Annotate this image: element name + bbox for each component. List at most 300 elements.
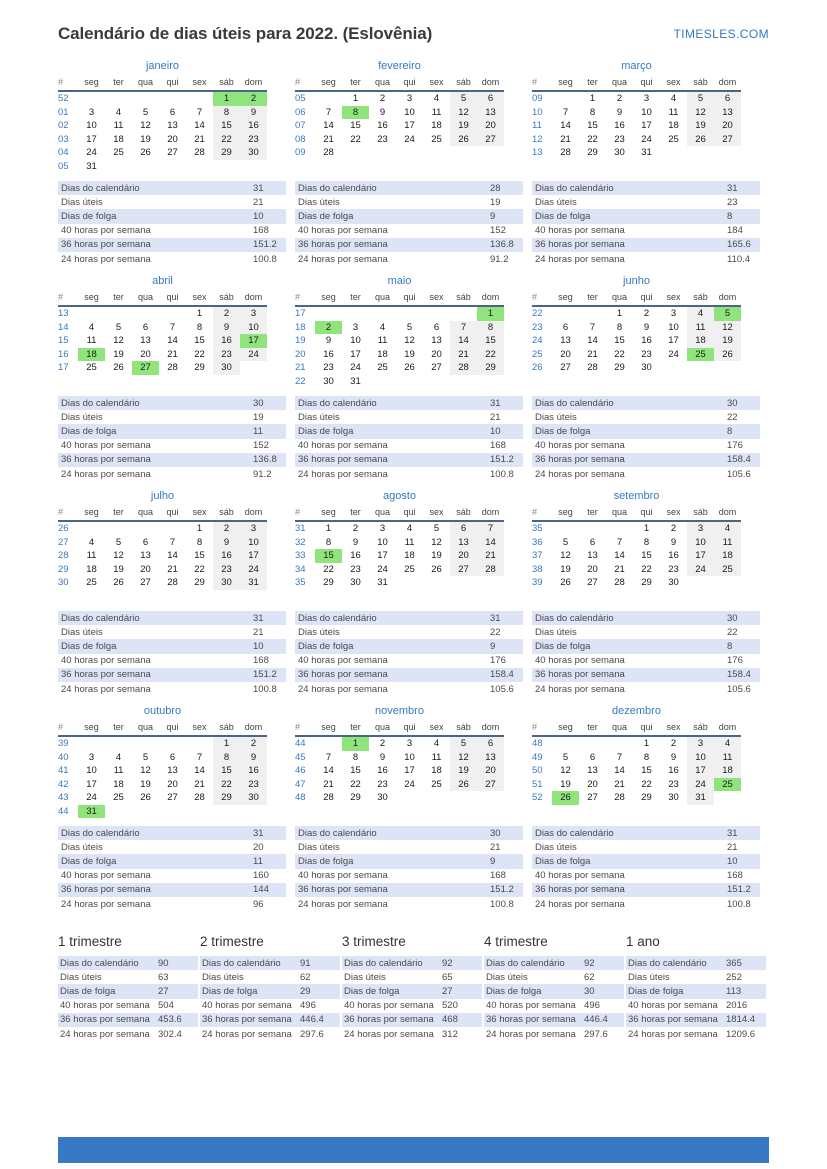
empty-day-cell (315, 306, 342, 321)
day-cell: 10 (350, 335, 361, 346)
day-header: qui (633, 292, 660, 306)
week-column-header: # (295, 292, 315, 306)
week-number: 52 (532, 792, 543, 803)
weekend-day-cell: 27 (450, 563, 477, 577)
weekend-day-cell: 15 (213, 119, 240, 133)
stats-value: 168 (490, 440, 506, 452)
week-row (532, 563, 741, 577)
week-row (295, 549, 504, 563)
day-cell: 31 (377, 577, 388, 588)
holiday-day-cell: 27 (132, 361, 159, 375)
day-cell: 20 (167, 778, 178, 790)
month-stats-row (532, 238, 760, 252)
week-number: 06 (295, 106, 306, 118)
month-title: julho (150, 490, 175, 502)
stats-value: 10 (253, 640, 264, 652)
empty-day-cell (714, 576, 741, 590)
day-header: ter (342, 507, 369, 521)
day-cell: 27 (167, 147, 178, 158)
weekend-day-cell: 13 (714, 106, 741, 120)
day-cell: 26 (140, 792, 151, 803)
week-number: 11 (532, 120, 542, 131)
stats-value: 468 (442, 1014, 458, 1026)
day-header: sáb (687, 77, 714, 91)
month-stats-row (532, 611, 760, 625)
week-number: 44 (295, 738, 306, 749)
month-stats-row (295, 826, 523, 840)
stats-label: 24 horas por semana (298, 253, 388, 265)
stats-value: 168 (253, 655, 269, 667)
month-block-fevereiro (295, 60, 532, 275)
day-cell: 26 (431, 563, 442, 575)
day-header: qua (606, 722, 633, 736)
day-header: dom (714, 722, 741, 736)
day-cell: 18 (404, 550, 415, 561)
week-column-header: # (58, 507, 78, 521)
day-cell: 30 (323, 375, 334, 387)
day-cell: 3 (643, 93, 650, 104)
day-cell: 24 (404, 778, 415, 790)
stats-value: 297.6 (300, 1028, 324, 1040)
empty-day-cell (105, 521, 132, 536)
empty-day-cell (450, 306, 477, 321)
weekend-day-cell: 4 (687, 306, 714, 321)
empty-day-cell (132, 736, 159, 751)
week-row (532, 791, 741, 805)
day-cell: 24 (668, 348, 679, 360)
month-stats-row (58, 639, 286, 653)
stats-value: 2016 (726, 1000, 748, 1012)
week-row (532, 306, 741, 321)
summary-stats-row (484, 1027, 624, 1041)
weekend-day-cell: 16 (240, 119, 267, 133)
stats-label: Dias de folga (298, 855, 354, 867)
month-stats-table (532, 611, 760, 696)
stats-value: 158.4 (727, 454, 751, 466)
empty-day-cell (450, 375, 477, 389)
summary-stats-row (342, 1027, 482, 1041)
empty-day-cell (606, 521, 633, 536)
day-cell: 23 (614, 133, 625, 145)
month-stats-row (58, 209, 286, 223)
day-cell: 24 (86, 792, 97, 803)
stats-label: 40 horas por semana (298, 655, 388, 667)
day-header: sex (660, 722, 687, 736)
weekend-day-cell: 21 (477, 549, 504, 563)
day-cell: 17 (641, 120, 652, 131)
stats-value: 23 (727, 196, 738, 208)
day-header: qui (159, 507, 186, 521)
day-cell: 30 (350, 577, 361, 588)
day-cell: 27 (167, 792, 178, 803)
week-row (532, 736, 741, 751)
day-cell: 7 (169, 321, 176, 333)
stats-label: Dias úteis (344, 971, 386, 983)
day-cell: 1 (196, 308, 203, 319)
day-cell: 13 (560, 335, 571, 346)
week-number: 38 (532, 563, 543, 575)
stats-label: Dias do calendário (535, 397, 614, 409)
weekend-day-cell: 19 (450, 764, 477, 778)
day-cell: 1 (643, 523, 650, 534)
week-row (295, 91, 504, 106)
empty-day-cell (105, 160, 132, 174)
month-stats-row (295, 840, 523, 854)
stats-value: 136.8 (490, 239, 514, 251)
empty-day-cell (78, 736, 105, 751)
day-cell: 7 (616, 536, 623, 548)
month-stats-row (295, 195, 523, 209)
summary-stats-row (484, 1013, 624, 1027)
week-number: 20 (295, 348, 306, 360)
week-row (295, 563, 504, 577)
week-column-header: # (58, 722, 78, 736)
month-stats-row (295, 639, 523, 653)
stats-label: 36 horas por semana (61, 454, 151, 466)
summary-title: 1 trimestre (58, 934, 122, 949)
stats-value: 100.8 (727, 898, 751, 910)
weekend-day-cell: 28 (477, 563, 504, 577)
day-cell: 25 (86, 577, 97, 588)
month-stats-row (532, 654, 760, 668)
day-cell: 28 (614, 577, 625, 588)
day-cell: 5 (142, 106, 149, 118)
month-stats-row (58, 625, 286, 639)
month-calendar-area (295, 77, 532, 176)
stats-value: 21 (253, 196, 264, 208)
month-stats-row (532, 410, 760, 424)
day-cell: 9 (379, 751, 386, 763)
weekend-day-cell: 15 (477, 334, 504, 348)
day-cell: 11 (404, 536, 415, 548)
day-header: sex (423, 507, 450, 521)
day-header: ter (342, 77, 369, 91)
weekend-day-cell: 8 (213, 106, 240, 120)
day-cell: 5 (115, 536, 122, 548)
stats-value: 496 (300, 1000, 316, 1012)
day-cell: 14 (323, 765, 334, 776)
month-stats-row (58, 668, 286, 682)
holiday-day-cell: 31 (78, 805, 105, 819)
day-cell: 16 (668, 765, 679, 776)
summary-title: 2 trimestre (200, 934, 264, 949)
day-cell: 4 (433, 93, 440, 104)
day-cell: 15 (587, 120, 598, 131)
day-header: qui (633, 722, 660, 736)
summary-stats-row (626, 970, 766, 984)
stats-label: Dias de folga (60, 985, 116, 997)
day-cell: 2 (379, 93, 386, 104)
stats-value: 152 (490, 225, 506, 237)
empty-day-cell (450, 576, 477, 590)
week-number: 04 (58, 147, 69, 158)
weekend-day-cell: 29 (213, 146, 240, 160)
week-number: 52 (58, 93, 69, 104)
weekend-day-cell: 22 (213, 778, 240, 792)
stats-label: Dias do calendário (486, 957, 565, 969)
summary-stats-table (58, 956, 198, 1041)
stats-value: 20 (253, 841, 264, 853)
empty-day-cell (186, 736, 213, 751)
stats-label: 24 horas por semana (486, 1028, 576, 1040)
week-number: 31 (295, 523, 306, 534)
stats-value: 22 (490, 626, 501, 638)
month-title: dezembro (612, 705, 661, 717)
holiday-day-cell: 18 (78, 348, 105, 362)
stats-label: Dias de folga (628, 985, 684, 997)
day-cell: 5 (142, 751, 149, 763)
month-stats-row (58, 424, 286, 438)
summary-stats-row (342, 984, 482, 998)
day-cell: 28 (194, 147, 205, 158)
day-header: dom (714, 77, 741, 91)
weekend-day-cell: 23 (240, 133, 267, 147)
day-cell: 10 (86, 765, 97, 776)
day-cell: 13 (587, 765, 598, 776)
stats-value: 22 (727, 411, 738, 423)
month-stats-row (532, 453, 760, 467)
month-block-outubro (58, 705, 295, 920)
day-cell: 26 (140, 147, 151, 158)
day-header: sáb (450, 722, 477, 736)
week-number: 43 (58, 792, 69, 803)
day-cell: 27 (587, 792, 598, 803)
week-row (532, 119, 741, 133)
week-number: 14 (58, 321, 69, 333)
day-header: ter (105, 77, 132, 91)
day-cell: 8 (352, 751, 359, 763)
stats-label: Dias do calendário (298, 182, 377, 194)
week-row (58, 576, 267, 590)
day-cell: 4 (433, 738, 440, 749)
stats-label: 36 horas por semana (298, 239, 388, 251)
empty-day-cell (213, 805, 240, 819)
day-header: dom (240, 722, 267, 736)
stats-value: 113 (726, 985, 742, 997)
day-header: sáb (687, 722, 714, 736)
summary-stats-table (484, 956, 624, 1041)
empty-day-cell (477, 576, 504, 590)
month-calendar-area (58, 722, 295, 821)
month-calendar-area (532, 507, 769, 606)
day-cell: 9 (352, 536, 359, 548)
day-cell: 12 (140, 765, 151, 776)
stats-value: 100.8 (490, 468, 514, 480)
week-number: 33 (295, 550, 306, 561)
weekend-day-cell: 27 (477, 133, 504, 147)
stats-label: 24 horas por semana (298, 683, 388, 695)
stats-value: 105.6 (727, 683, 751, 695)
empty-day-cell (240, 160, 267, 174)
day-cell: 7 (589, 321, 596, 333)
day-header: dom (477, 507, 504, 521)
weekend-day-cell: 11 (714, 536, 741, 550)
day-header: qui (159, 77, 186, 91)
week-row (295, 334, 504, 348)
stats-value: 31 (727, 182, 738, 194)
weekend-day-cell: 9 (240, 106, 267, 120)
month-stats-row (295, 238, 523, 252)
day-cell: 16 (377, 765, 388, 776)
month-stats-row (295, 467, 523, 481)
stats-label: 24 horas por semana (535, 253, 625, 265)
stats-label: 40 horas por semana (628, 1000, 718, 1012)
day-header: qua (132, 77, 159, 91)
stats-label: Dias úteis (535, 411, 577, 423)
stats-value: 184 (727, 225, 743, 237)
day-cell: 28 (560, 147, 571, 158)
month-stats-table (58, 826, 286, 911)
month-calendar-area (532, 292, 769, 391)
summary-stats-row (58, 1013, 198, 1027)
week-row (532, 334, 741, 348)
empty-day-cell (240, 805, 267, 819)
week-number: 39 (58, 738, 69, 749)
summary-stats-row (342, 1013, 482, 1027)
stats-value: 8 (727, 640, 733, 652)
stats-value: 151.2 (490, 454, 514, 466)
empty-day-cell (186, 91, 213, 106)
empty-day-cell (240, 361, 267, 375)
week-number: 32 (295, 536, 306, 548)
empty-day-cell (687, 576, 714, 590)
stats-label: 40 horas por semana (61, 655, 151, 667)
day-cell: 26 (560, 577, 571, 588)
weekend-day-cell: 18 (714, 764, 741, 778)
day-cell: 4 (115, 751, 122, 763)
empty-day-cell (477, 375, 504, 389)
stats-value: 504 (158, 1000, 174, 1012)
day-cell: 28 (167, 362, 178, 373)
weekend-day-cell: 8 (213, 751, 240, 765)
day-cell: 25 (113, 792, 124, 803)
week-row (58, 306, 267, 321)
stats-label: 40 horas por semana (535, 870, 625, 882)
weekend-day-cell: 26 (687, 133, 714, 147)
month-title: setembro (613, 490, 660, 502)
day-cell: 24 (350, 362, 361, 373)
holiday-day-cell: 2 (240, 91, 267, 106)
day-header: ter (579, 292, 606, 306)
page-header (0, 0, 827, 44)
day-cell: 9 (670, 751, 677, 763)
empty-day-cell (159, 91, 186, 106)
weekend-day-cell: 27 (477, 778, 504, 792)
summary-stats-row (58, 984, 198, 998)
day-cell: 23 (350, 563, 361, 575)
day-header: qui (396, 507, 423, 521)
day-header: sáb (450, 292, 477, 306)
day-header: seg (315, 507, 342, 521)
empty-day-cell (105, 736, 132, 751)
week-number: 44 (58, 805, 69, 817)
day-header: ter (342, 722, 369, 736)
week-number: 21 (295, 362, 306, 373)
day-cell: 15 (350, 120, 361, 131)
weekend-day-cell: 5 (450, 736, 477, 751)
weekend-day-cell: 24 (240, 348, 267, 362)
day-cell: 1 (616, 308, 623, 319)
day-header: qua (606, 507, 633, 521)
month-stats-row (532, 424, 760, 438)
day-cell: 22 (614, 348, 625, 360)
stats-value: 31 (253, 827, 264, 839)
stats-label: Dias de folga (486, 985, 542, 997)
month-calendar (532, 77, 741, 160)
month-calendar (295, 722, 504, 805)
empty-day-cell (552, 521, 579, 536)
day-cell: 28 (167, 577, 178, 588)
day-cell: 5 (406, 321, 413, 333)
week-row (532, 91, 741, 106)
summary-stats-row (484, 970, 624, 984)
day-cell: 30 (614, 147, 625, 158)
weekend-day-cell: 29 (477, 361, 504, 375)
stats-value: 110.4 (727, 253, 751, 265)
day-cell: 9 (643, 321, 650, 333)
empty-day-cell (423, 146, 450, 160)
day-header: sáb (450, 77, 477, 91)
day-header: sex (660, 292, 687, 306)
day-cell: 1 (325, 523, 332, 534)
week-row (58, 805, 267, 819)
stats-label: Dias úteis (535, 196, 577, 208)
month-stats-row (532, 181, 760, 195)
week-number: 41 (58, 765, 69, 776)
day-cell: 22 (641, 778, 652, 790)
stats-label: Dias úteis (202, 971, 244, 983)
day-cell: 16 (614, 120, 625, 131)
month-calendar-area (532, 722, 769, 821)
day-cell: 26 (113, 577, 124, 588)
site-link[interactable]: TIMESLES.COM (673, 27, 769, 41)
day-cell: 11 (668, 106, 679, 118)
empty-day-cell (186, 160, 213, 174)
day-header: dom (240, 292, 267, 306)
day-cell: 6 (562, 321, 569, 333)
stats-value: 31 (490, 397, 501, 409)
day-header: sex (186, 77, 213, 91)
summary-stats-row (58, 1027, 198, 1041)
day-cell: 27 (560, 362, 571, 373)
stats-label: 36 horas por semana (486, 1014, 576, 1026)
week-row (295, 375, 504, 389)
month-stats-row (58, 840, 286, 854)
weekend-day-cell: 6 (477, 736, 504, 751)
month-stats-row (295, 668, 523, 682)
day-header: qui (396, 77, 423, 91)
month-stats-row (58, 883, 286, 897)
empty-day-cell (396, 146, 423, 160)
weekend-day-cell: 17 (687, 549, 714, 563)
week-row (295, 119, 504, 133)
stats-value: 19 (490, 196, 501, 208)
month-stats-row (58, 181, 286, 195)
stats-value: 30 (253, 397, 264, 409)
week-number: 09 (295, 147, 306, 158)
day-cell: 7 (616, 751, 623, 763)
stats-label: Dias do calendário (298, 612, 377, 624)
month-stats-row (532, 883, 760, 897)
day-header-row (295, 292, 504, 306)
weekend-day-cell: 20 (714, 119, 741, 133)
holiday-day-cell: 17 (240, 334, 267, 348)
day-cell: 12 (560, 550, 571, 561)
day-header: qui (159, 722, 186, 736)
month-calendar-area (58, 77, 295, 176)
day-cell: 21 (614, 778, 625, 790)
day-header: seg (315, 722, 342, 736)
